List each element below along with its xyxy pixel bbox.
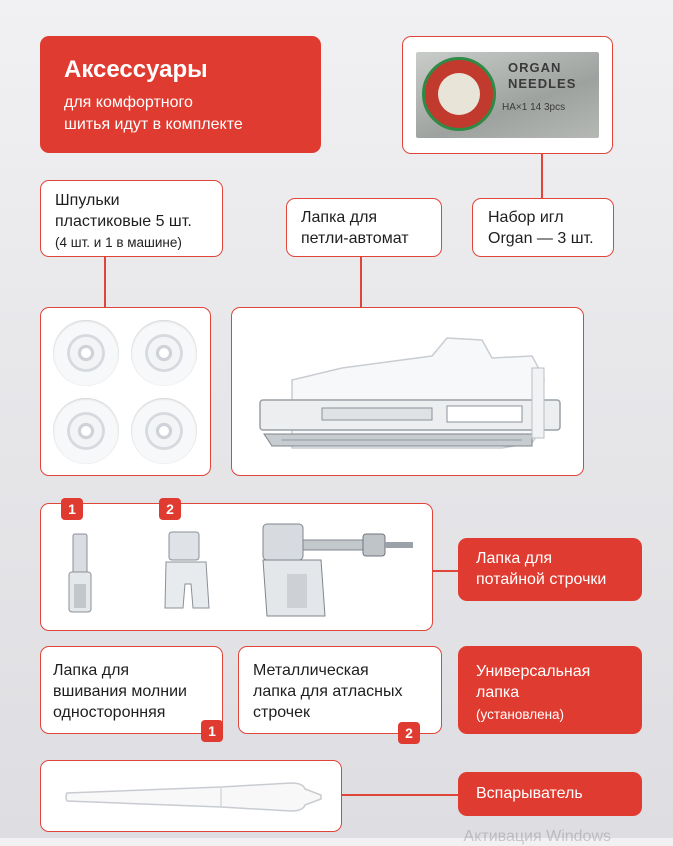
zipper-label-1: Лапка для bbox=[53, 662, 130, 679]
universal-label-2: лапка bbox=[476, 684, 520, 701]
needles-brand-1: ORGAN bbox=[508, 60, 562, 75]
needles-label-1: Набор игл bbox=[488, 209, 564, 226]
zipper-badge: 1 bbox=[201, 720, 223, 742]
buttonhole-foot-image bbox=[232, 308, 585, 477]
bobbins-image-card bbox=[40, 307, 211, 476]
bobbins-label-1: Шпульки bbox=[55, 192, 120, 209]
satin-label-2: лапка для атласных bbox=[253, 683, 403, 700]
connector-buttonhole bbox=[360, 257, 362, 307]
header-subtitle-1: для комфортного bbox=[64, 94, 193, 111]
feet-row-card bbox=[40, 503, 433, 631]
connector-blind-stitch bbox=[433, 570, 458, 572]
header-card bbox=[40, 36, 321, 153]
seam-ripper-label: Вспарыватель bbox=[476, 785, 583, 802]
feet-badge-1: 1 bbox=[61, 498, 83, 520]
presser-feet-image bbox=[41, 504, 434, 632]
needles-spec: HA×1 14 3pcs bbox=[502, 102, 566, 113]
connector-bobbins bbox=[104, 257, 106, 307]
blind-stitch-label-1: Лапка для bbox=[476, 550, 553, 567]
needles-brand-2: NEEDLES bbox=[508, 76, 577, 91]
header-title: Аксессуары bbox=[64, 56, 208, 83]
satin-label-3: строчек bbox=[253, 704, 311, 721]
bobbin-1 bbox=[53, 320, 119, 386]
bobbins-label-2: пластиковые 5 шт. bbox=[55, 213, 192, 230]
needles-label-card bbox=[472, 198, 614, 257]
bobbin-2 bbox=[131, 320, 197, 386]
zipper-label-2: вшивания молнии bbox=[53, 683, 187, 700]
needles-pack-card bbox=[402, 36, 613, 154]
satin-label-1: Металлическая bbox=[253, 662, 369, 679]
bobbin-3 bbox=[53, 398, 119, 464]
seam-ripper-image bbox=[41, 761, 343, 833]
header-subtitle-2: шитья идут в комплекте bbox=[64, 116, 243, 133]
zipper-label-card bbox=[40, 646, 223, 734]
buttonhole-label-1: Лапка для bbox=[301, 209, 378, 226]
seam-ripper-label-card bbox=[458, 772, 642, 816]
satin-badge: 2 bbox=[398, 722, 420, 744]
needles-pack-seal-inner bbox=[438, 73, 480, 115]
needles-pack-image bbox=[416, 52, 599, 138]
universal-label-1: Универсальная bbox=[476, 663, 591, 680]
blind-stitch-label-2: потайной строчки bbox=[476, 571, 607, 588]
blind-stitch-label-card bbox=[458, 538, 642, 601]
os-watermark: Активация Windows bbox=[463, 828, 611, 845]
universal-label-note: (установлена) bbox=[476, 707, 565, 722]
buttonhole-label-2: петли-автомат bbox=[301, 230, 409, 247]
bobbins-label-card bbox=[40, 180, 223, 257]
feet-badge-2: 2 bbox=[159, 498, 181, 520]
satin-label-card bbox=[238, 646, 442, 734]
zipper-label-3: односторонняя bbox=[53, 704, 166, 721]
needles-label-2: Organ — 3 шт. bbox=[488, 230, 594, 247]
buttonhole-image-card bbox=[231, 307, 584, 476]
connector-needles bbox=[541, 154, 543, 199]
universal-label-card bbox=[458, 646, 642, 734]
buttonhole-label-card bbox=[286, 198, 442, 257]
connector-seam-ripper bbox=[342, 794, 458, 796]
bobbins-label-note: (4 шт. и 1 в машине) bbox=[55, 235, 182, 250]
seam-ripper-card bbox=[40, 760, 342, 832]
bobbin-4 bbox=[131, 398, 197, 464]
